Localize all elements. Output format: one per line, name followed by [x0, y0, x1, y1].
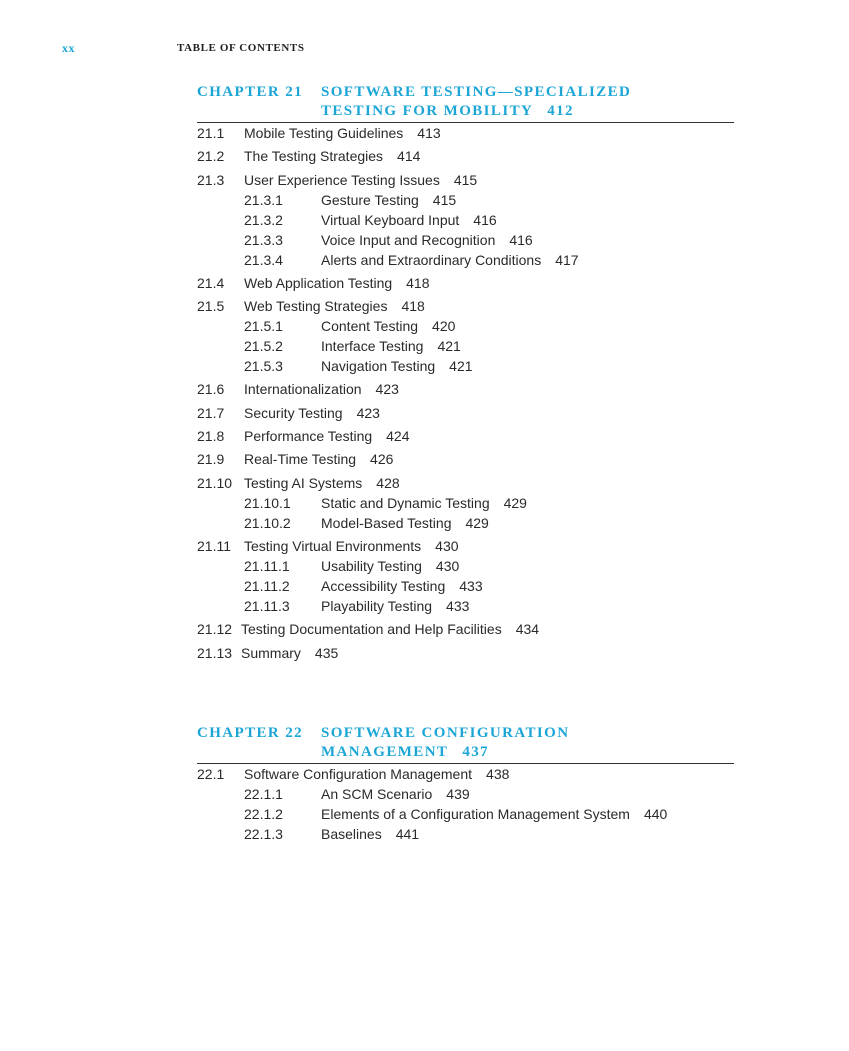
section-title	[244, 273, 430, 293]
section-title-text: Performance Testing	[244, 428, 373, 445]
section-title	[321, 824, 419, 844]
section-title-text: Gesture Testing	[321, 191, 419, 208]
chapter-title	[321, 83, 631, 121]
toc-section-entry	[197, 403, 734, 423]
toc-subsection-entry	[197, 784, 734, 804]
section-title-text: Model-Based Testing	[321, 514, 452, 531]
section-number: 21.10.1	[244, 494, 291, 511]
section-title-text: Voice Input and Recognition	[321, 231, 496, 248]
section-title	[244, 170, 477, 190]
section-title-text: Alerts and Extraordinary Conditions	[321, 251, 542, 268]
section-page-number: 423	[356, 404, 380, 421]
section-title-text: Content Testing	[321, 318, 419, 335]
section-page-number: 441	[395, 826, 420, 842]
section-number: 21.5	[197, 298, 225, 315]
section-page-number: 421	[449, 358, 473, 375]
section-number: 21.10.2	[244, 514, 291, 531]
section-title	[321, 493, 527, 513]
section-page-number: 421	[437, 338, 461, 355]
section-page-number: 415	[453, 171, 478, 188]
section-number: 21.10	[197, 474, 233, 491]
toc-section-entry	[197, 536, 734, 556]
section-page-number: 429	[503, 494, 527, 511]
section-title	[321, 596, 469, 616]
section-number: 21.6	[197, 381, 225, 398]
section-page-number: 433	[459, 577, 483, 594]
running-head: TABLE OF CONTENTS	[177, 42, 305, 54]
toc-subsection-entry	[197, 356, 734, 376]
chapter-title-line-2-text: TESTING FOR MOBILITY	[321, 103, 534, 119]
section-title	[244, 379, 399, 399]
section-number: 21.3	[197, 171, 225, 188]
section-title-text: Interface Testing	[321, 338, 424, 355]
section-title	[321, 336, 461, 356]
chapter-title-line-1: SOFTWARE CONFIGURATION	[321, 725, 570, 741]
section-number: 22.1.3	[244, 826, 283, 842]
section-title	[321, 210, 497, 230]
section-title-text: Usability Testing	[321, 557, 422, 574]
chapter-title-line-2-text: MANAGEMENT	[321, 744, 449, 760]
section-title-text: Software Configuration Management	[244, 766, 473, 782]
section-number: 22.1	[197, 766, 225, 782]
section-number: 21.3.2	[244, 211, 283, 228]
section-title-text: Testing AI Systems	[244, 474, 363, 491]
section-page-number: 415	[432, 191, 457, 208]
section-title-text: Virtual Keyboard Input	[321, 211, 460, 228]
chapter-title	[321, 724, 569, 762]
toc-section-entry	[197, 426, 734, 446]
section-title	[321, 513, 489, 533]
section-title-text: Real-Time Testing	[244, 451, 357, 468]
section-title-text: Security Testing	[244, 404, 343, 421]
section-number: 21.7	[197, 404, 225, 421]
toc-subsection-entry	[197, 824, 734, 844]
section-number: 22.1.1	[244, 786, 283, 802]
section-title	[244, 403, 380, 423]
section-title	[244, 296, 425, 316]
chapter-title-line-2	[321, 102, 631, 121]
section-number: 22.1.2	[244, 806, 283, 822]
section-title	[244, 449, 393, 469]
section-page-number: 426	[370, 451, 394, 468]
section-title	[321, 316, 455, 336]
chapter-heading	[197, 724, 734, 762]
toc-subsection-entry	[197, 316, 734, 336]
toc-section-entry	[197, 619, 734, 639]
section-page-number: 429	[465, 514, 489, 531]
chapter-title-line-1: SOFTWARE TESTING—SPECIALIZED	[321, 84, 632, 100]
section-title-text: Navigation Testing	[321, 358, 436, 375]
section-page-number: 414	[397, 148, 421, 165]
section-title	[244, 146, 420, 166]
section-title	[244, 473, 400, 493]
section-number: 21.9	[197, 451, 225, 468]
section-number: 21.11.3	[244, 597, 290, 614]
toc-entry-list	[197, 123, 734, 663]
chapter-page-number: 437	[462, 744, 490, 760]
section-title-text: Web Application Testing	[244, 274, 393, 291]
toc-section-entry	[197, 123, 734, 143]
toc-section-entry	[197, 273, 734, 293]
section-title-text: Summary	[241, 644, 301, 661]
toc-section-entry	[197, 379, 734, 399]
toc-section-entry	[197, 170, 734, 190]
section-title-text: Accessibility Testing	[321, 577, 446, 594]
toc-subsection-entry	[197, 804, 734, 824]
section-title	[321, 250, 579, 270]
toc-entry-list	[197, 764, 734, 844]
section-title	[321, 190, 456, 210]
chapter-label: CHAPTER 21	[197, 84, 304, 100]
section-number: 21.12	[197, 621, 233, 638]
toc-subsection-entry	[197, 250, 734, 270]
chapter-21	[197, 83, 734, 663]
section-title	[321, 576, 483, 596]
section-number: 21.11.1	[244, 557, 290, 574]
section-page-number: 417	[555, 251, 579, 268]
toc-subsection-entry	[197, 576, 734, 596]
section-number: 21.3.3	[244, 231, 283, 248]
section-page-number: 418	[401, 298, 425, 315]
section-page-number: 416	[509, 231, 533, 248]
section-number: 21.8	[197, 428, 225, 445]
section-number: 21.11	[197, 537, 231, 554]
section-page-number: 424	[386, 428, 410, 445]
toc-subsection-entry	[197, 493, 734, 513]
section-page-number: 420	[432, 318, 456, 335]
toc-subsection-entry	[197, 596, 734, 616]
section-title-text: User Experience Testing Issues	[244, 171, 440, 188]
section-page-number: 418	[406, 274, 430, 291]
toc-section-entry	[197, 296, 734, 316]
toc-section-entry	[197, 643, 734, 663]
section-page-number: 439	[446, 786, 470, 802]
section-title	[244, 536, 459, 556]
section-title-text: Static and Dynamic Testing	[321, 494, 490, 511]
section-title-text: Elements of a Configuration Management System	[321, 806, 630, 822]
toc-section-entry	[197, 473, 734, 493]
toc-section-entry	[197, 449, 734, 469]
toc-subsection-entry	[197, 513, 734, 533]
toc-subsection-entry	[197, 190, 734, 210]
section-page-number: 416	[473, 211, 497, 228]
toc-subsection-entry	[197, 230, 734, 250]
section-title-text: Web Testing Strategies	[244, 298, 388, 315]
section-number: 21.3.4	[244, 251, 283, 268]
section-title	[244, 426, 410, 446]
section-title-text: Testing Virtual Environments	[244, 537, 422, 554]
chapter-heading	[197, 83, 734, 121]
toc-section-entry	[197, 146, 734, 166]
section-page-number: 413	[417, 125, 441, 141]
section-page-number: 433	[446, 597, 470, 614]
toc-subsection-entry	[197, 336, 734, 356]
toc-subsection-entry	[197, 556, 734, 576]
section-title	[321, 356, 473, 376]
chapter-title-line-2	[321, 743, 569, 762]
section-title-text: Playability Testing	[321, 597, 433, 614]
section-title-text: Testing Documentation and Help Facilities	[241, 621, 502, 638]
toc-subsection-entry	[197, 210, 734, 230]
section-page-number: 434	[515, 621, 540, 638]
section-title	[244, 764, 509, 784]
section-title	[321, 556, 459, 576]
section-number: 21.11.2	[244, 577, 290, 594]
section-number: 21.5.3	[244, 358, 283, 375]
section-page-number: 430	[435, 537, 459, 554]
section-page-number: 428	[376, 474, 400, 491]
section-title-text: An SCM Scenario	[321, 786, 433, 802]
section-page-number: 423	[375, 381, 399, 398]
section-page-number: 440	[643, 806, 668, 822]
section-number: 21.5.1	[244, 318, 283, 335]
section-number: 21.3.1	[244, 191, 283, 208]
section-title	[321, 230, 533, 250]
section-page-number: 438	[486, 766, 510, 782]
section-number: 21.1	[197, 125, 225, 141]
chapter-22	[197, 724, 734, 844]
section-number: 21.5.2	[244, 338, 283, 355]
section-title-text: Internationalization	[244, 381, 362, 398]
section-title	[241, 619, 539, 639]
toc-section-entry	[197, 764, 734, 784]
section-number: 21.13	[197, 644, 233, 661]
section-title	[321, 804, 667, 824]
section-number: 21.4	[197, 274, 225, 291]
section-title	[241, 643, 338, 663]
section-title	[244, 123, 441, 143]
section-page-number: 430	[435, 557, 460, 574]
page-number: xx	[62, 41, 75, 55]
section-title	[321, 784, 470, 804]
section-page-number: 435	[314, 644, 339, 661]
section-title-text: Mobile Testing Guidelines	[244, 125, 404, 141]
section-number: 21.2	[197, 148, 225, 165]
chapter-page-number: 412	[547, 103, 574, 119]
section-title-text: Baselines	[321, 826, 382, 842]
section-title-text: The Testing Strategies	[244, 148, 384, 165]
chapter-label: CHAPTER 22	[197, 725, 304, 741]
